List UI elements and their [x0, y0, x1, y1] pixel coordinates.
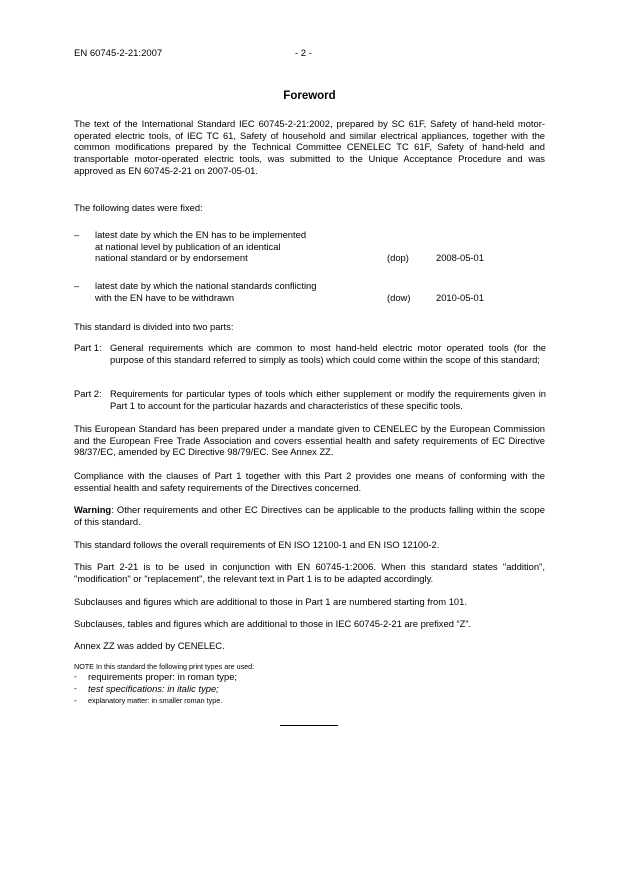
print-type-text: requirements proper: in roman type;: [88, 671, 238, 682]
warning-text: : Other requirements and other EC Directives can be applicable to the products falling within the scope of this standard.: [74, 504, 545, 527]
list-hyphen: -: [74, 672, 77, 681]
date-item-text: [95, 280, 385, 303]
part-label: Part 2:: [74, 388, 102, 399]
warning-paragraph: [74, 504, 545, 527]
part-text: General requirements which are common to most hand-held electric motor operated tools (for the purpose of this standard referred to simply as tools) which could come within the scope of this standard;: [110, 342, 546, 365]
part-2-item: [74, 388, 546, 412]
date-item-dow: [74, 280, 545, 304]
dash-bullet: –: [74, 280, 80, 291]
document-id: EN 60745-2-21:2007: [74, 48, 163, 59]
iso-paragraph: This standard follows the overall requirements of EN ISO 12100-1 and EN ISO 12100-2.: [74, 539, 440, 550]
note-title: NOTE In this standard the following print types are used:: [74, 662, 255, 671]
date-code: (dow): [387, 291, 411, 303]
page-number: - 2 -: [295, 48, 312, 59]
mandate-paragraph: This European Standard has been prepared under a mandate given to CENELEC by the European Commission and the European Free Trade Association and covers essential health and safety requirements of EC Directive 98/37/EC, amended by EC Directive 98/79/EC. See Annex ZZ.: [74, 423, 545, 458]
date-item-line: latest date by which the EN has to be implemented: [95, 229, 307, 240]
date-value: 2008-05-01: [436, 252, 484, 264]
conjunction-paragraph: This Part 2-21 is to be used in conjunction with EN 60745-1:2006. When this standard states "addition", "modification" or "replacement", the relevant text in Part 1 is to be adapted accordingly.: [74, 561, 545, 584]
date-item-line: with the EN have to be withdrawn: [95, 291, 235, 303]
date-item-line: national standard or by endorsement: [95, 252, 248, 264]
intro-paragraph: The text of the International Standard IEC 60745-2-21:2002, prepared by SC 61F, Safety of hand-held motor-operated electric tools, of IEC TC 61, Safety of household and similar electrical appliances, together with the common modifications prepared by the Technical Committee CENELEC TC 61F, Safety of hand-held and transportable motor-operated electric tools, was submitted to the Unique Acceptance Procedure and was approved as EN 60745-2-21 on 2007-05-01.: [74, 118, 545, 176]
print-type-text: explanatory matter: in smaller roman type.: [88, 696, 223, 705]
end-rule: [280, 725, 338, 726]
dash-bullet: –: [74, 229, 80, 240]
list-hyphen: -: [74, 684, 77, 693]
parts-intro: This standard is divided into two parts:: [74, 321, 234, 332]
date-item-line: latest date by which the national standards conflicting: [95, 280, 317, 291]
dates-intro: The following dates were fixed:: [74, 202, 203, 213]
section-title: Foreword: [283, 90, 336, 102]
part-1-item: [74, 342, 546, 378]
date-value: 2010-05-01: [436, 291, 484, 303]
compliance-paragraph: Compliance with the clauses of Part 1 together with this Part 2 provides one means of conforming with the essential health and safety requirements of the Directives concerned.: [74, 470, 545, 493]
part-text: Requirements for particular types of tools which either supplement or modify the requirements given in Part 1 to account for the particular hazards and characteristics of these specific tools.: [110, 388, 546, 411]
date-item-dop: [74, 229, 545, 265]
warning-label: Warning: [74, 504, 112, 515]
print-type-text: test specifications: in italic type;: [88, 683, 219, 694]
subclauses-101-paragraph: Subclauses and figures which are additional to those in Part 1 are numbered starting from 101.: [74, 596, 467, 607]
date-item-text: [95, 229, 385, 264]
part-label: Part 1:: [74, 342, 102, 353]
date-code: (dop): [387, 252, 409, 264]
subclauses-z-paragraph: Subclauses, tables and figures which are additional to those in IEC 60745-2-21 are prefixed “Z”.: [74, 618, 472, 629]
date-item-line: at national level by publication of an identical: [95, 240, 281, 252]
end-rule-text: [280, 716, 319, 723]
annex-paragraph: Annex ZZ was added by CENELEC.: [74, 640, 225, 651]
list-hyphen: -: [74, 696, 77, 705]
